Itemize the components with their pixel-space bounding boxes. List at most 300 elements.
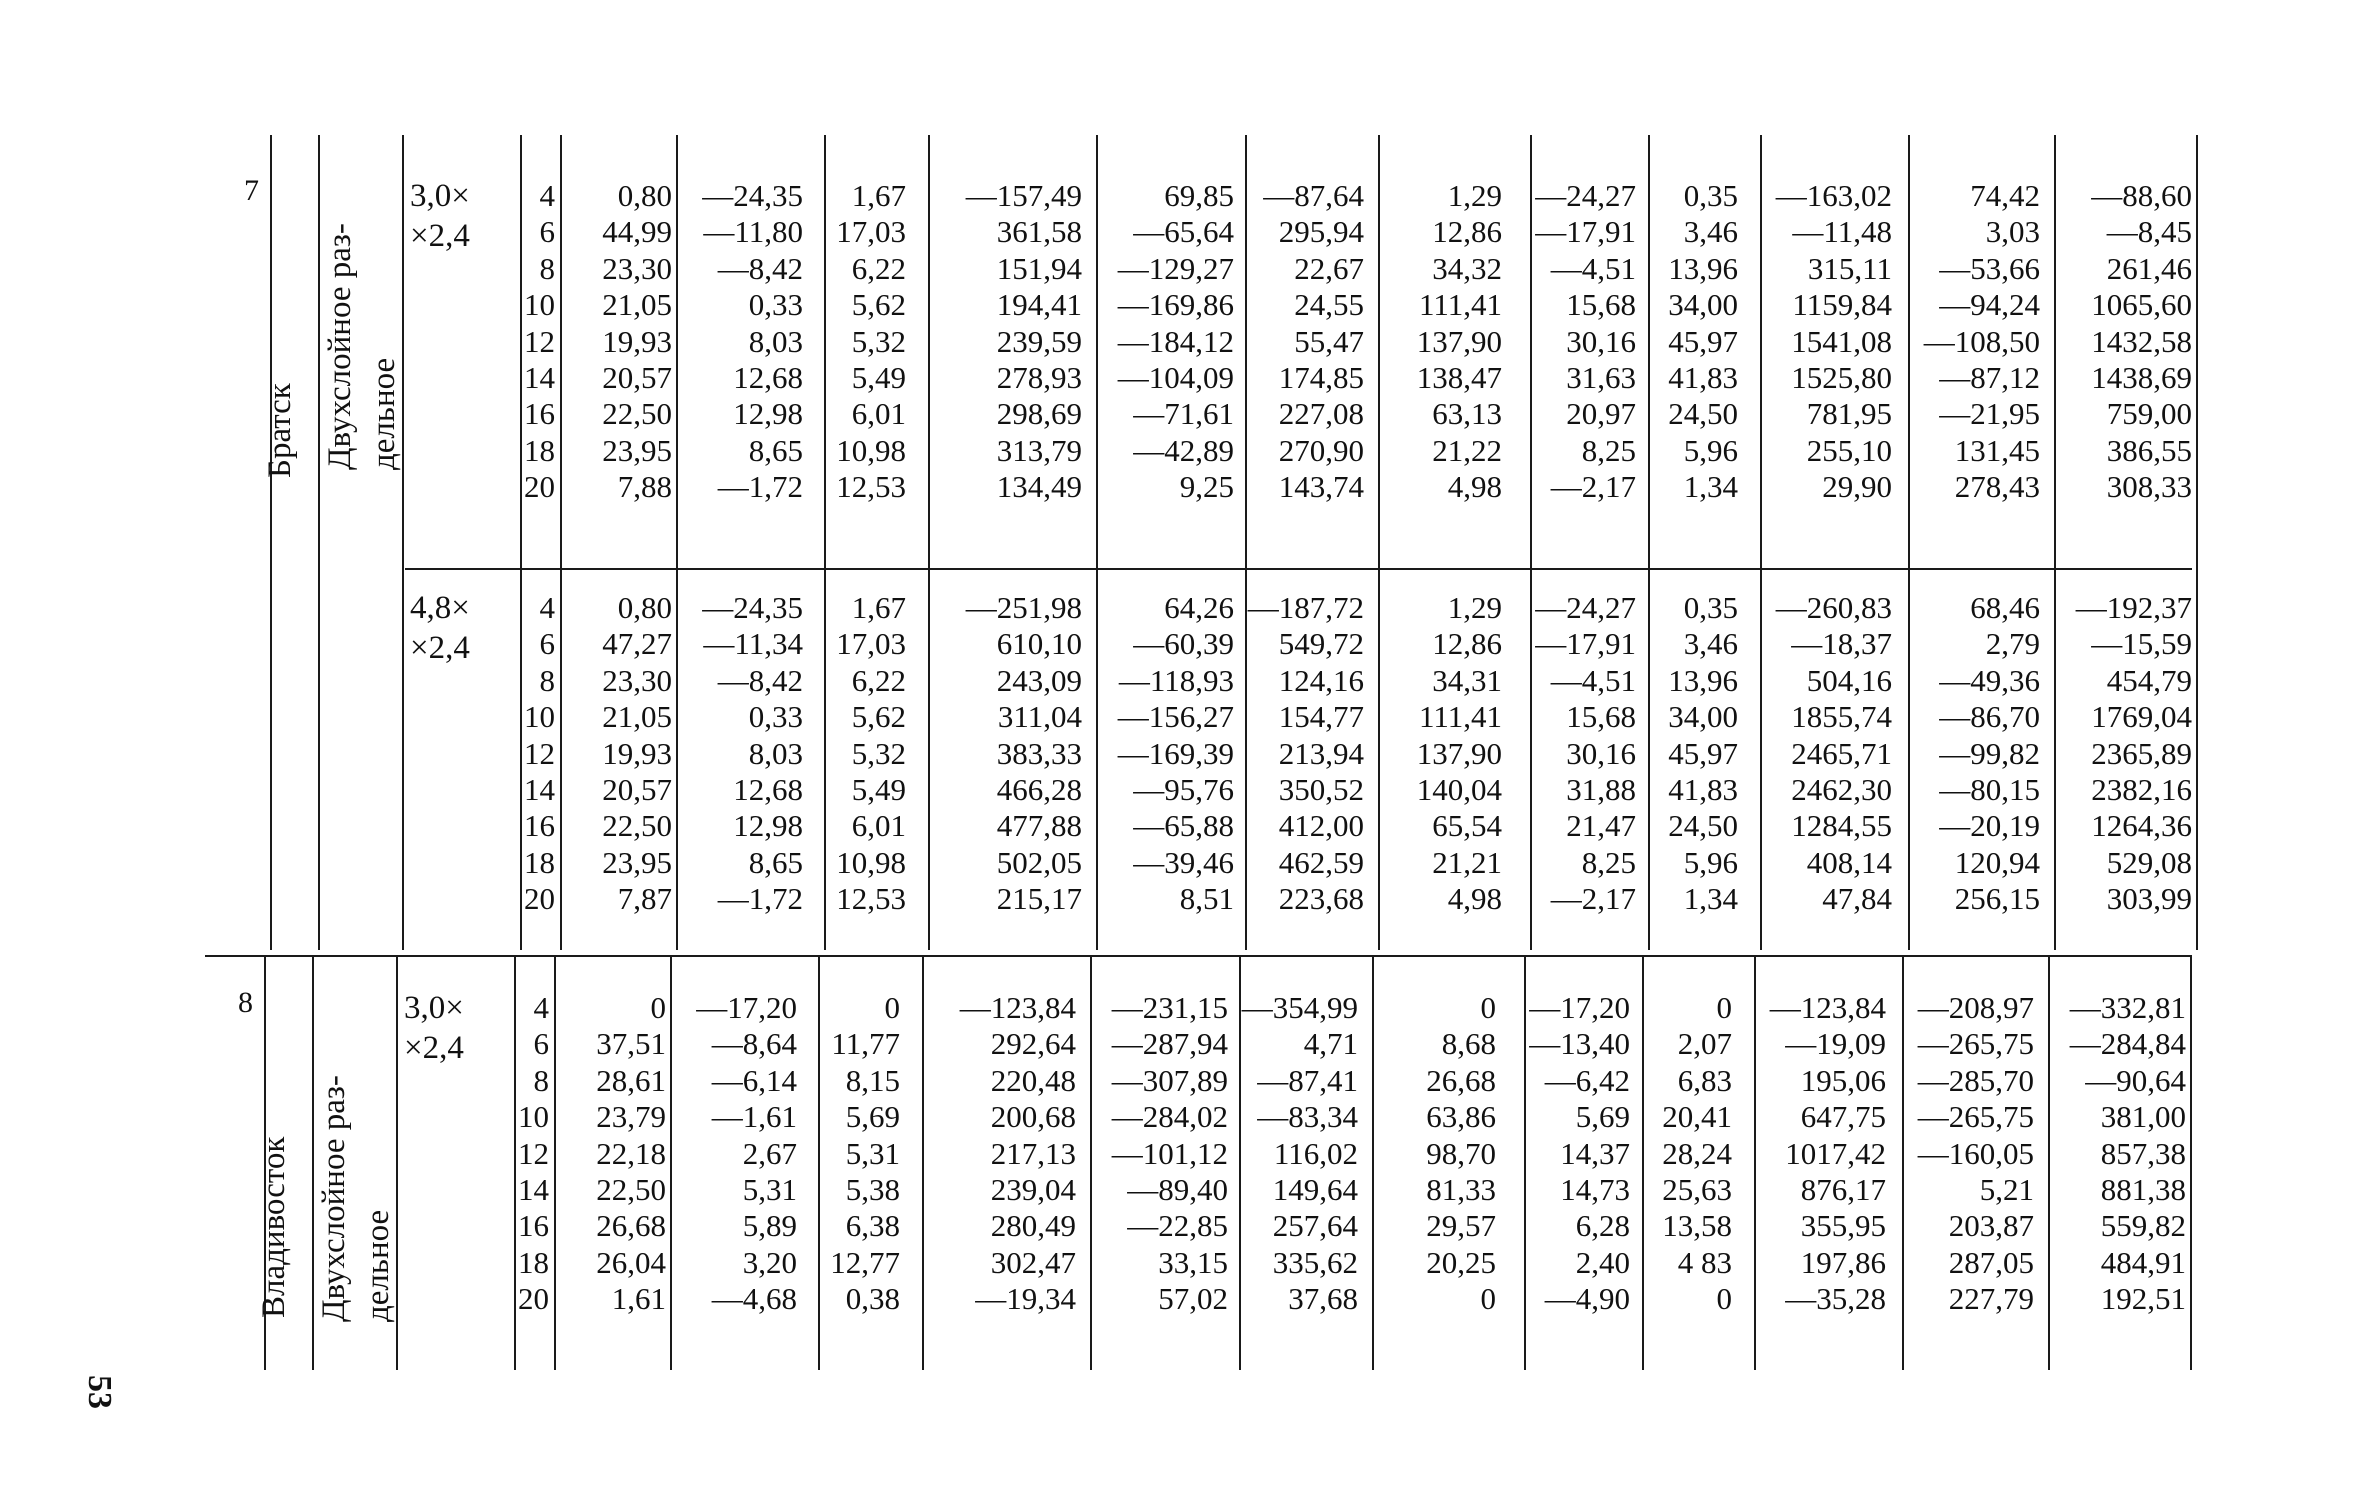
table-cell: 5,69 xyxy=(845,1099,900,1135)
table-cell: 195,06 xyxy=(1800,1062,1886,1098)
table-cell: 466,28 xyxy=(996,772,1082,807)
table-cell: 1,61 xyxy=(611,1281,666,1317)
table-cell: —49,36 xyxy=(1939,662,2040,698)
table-cell: 3,46 xyxy=(1683,214,1738,250)
table-cell: 213,94 xyxy=(1278,735,1364,771)
table-cell: 124,16 xyxy=(1278,662,1364,698)
table-cell: 257,64 xyxy=(1272,1208,1358,1244)
column-rule xyxy=(676,135,678,950)
table-cell: 1,67 xyxy=(851,590,906,625)
table-cell: 280,49 xyxy=(990,1208,1076,1244)
table-cell: 3,20 xyxy=(742,1244,797,1280)
table-cell: —307,89 xyxy=(1111,1062,1228,1098)
panel-size xyxy=(410,176,470,256)
table-cell: 2,07 xyxy=(1677,1026,1732,1062)
table-cell: 45,97 xyxy=(1668,323,1738,359)
table-cell: 47,84 xyxy=(1822,881,1892,917)
table-cell: 28,24 xyxy=(1662,1135,1732,1171)
table-cell: 454,79 xyxy=(2106,662,2192,698)
table-cell: 29,57 xyxy=(1426,1208,1496,1244)
table-cell: 1438,69 xyxy=(2091,360,2192,395)
table-cell: —13,40 xyxy=(1529,1026,1630,1062)
column-rule xyxy=(1902,955,1904,1370)
table-cell: 0,80 xyxy=(617,590,672,625)
table-cell: —88,60 xyxy=(2091,178,2192,213)
table-cell: 1525,80 xyxy=(1791,360,1892,395)
table-cell: 21,05 xyxy=(602,699,672,735)
column-rule xyxy=(1096,135,1098,950)
table-cell: 302,47 xyxy=(990,1244,1076,1280)
table-cell: 876,17 xyxy=(1800,1172,1886,1207)
table-cell: 2462,30 xyxy=(1791,772,1892,807)
table-cell: —24,27 xyxy=(1535,178,1636,213)
table-cell: 381,00 xyxy=(2100,1099,2186,1135)
table-cell: 41,83 xyxy=(1668,772,1738,807)
panel-size-line: ×2,4 xyxy=(410,218,470,254)
table-cell: 303,99 xyxy=(2106,881,2192,917)
table-cell: 15,68 xyxy=(1566,699,1636,735)
table-cell: —8,42 xyxy=(717,250,803,286)
table-cell: —129,27 xyxy=(1117,250,1234,286)
table-cell: —169,39 xyxy=(1117,735,1234,771)
table-cell: 98,70 xyxy=(1426,1135,1496,1171)
table-cell: 462,59 xyxy=(1278,844,1364,880)
table-cell: 5,96 xyxy=(1683,844,1738,880)
table-cell: 9,25 xyxy=(1179,469,1234,505)
table-cell: 29,90 xyxy=(1822,469,1892,505)
table-cell: 3,03 xyxy=(1985,214,2040,250)
table-cell: 857,38 xyxy=(2100,1135,2186,1171)
column-rule xyxy=(2196,135,2198,950)
column-rule xyxy=(560,135,562,950)
table-cell: 22,50 xyxy=(602,808,672,844)
table-cell: —24,27 xyxy=(1535,590,1636,625)
row-hour: 10 xyxy=(524,287,555,323)
column-rule xyxy=(670,955,672,1370)
table-cell: —187,72 xyxy=(1247,590,1364,625)
table-cell: 477,88 xyxy=(996,808,1082,844)
table-cell: —21,95 xyxy=(1939,396,2040,432)
table-cell: 69,85 xyxy=(1164,178,1234,213)
table-cell: 4,71 xyxy=(1303,1026,1358,1062)
table-cell: 23,79 xyxy=(596,1099,666,1135)
table-cell: 8,25 xyxy=(1581,844,1636,880)
table-cell: 227,79 xyxy=(1948,1281,2034,1317)
column-rule xyxy=(1378,135,1380,950)
table-cell: 215,17 xyxy=(996,881,1082,917)
table-cell: 1264,36 xyxy=(2091,808,2192,844)
table-cell: 7,88 xyxy=(617,469,672,505)
table-cell: 5,49 xyxy=(851,360,906,395)
table-cell: 21,21 xyxy=(1432,844,1502,880)
table-cell: 1065,60 xyxy=(2091,287,2192,323)
table-cell: 140,04 xyxy=(1416,772,1502,807)
table-cell: —11,48 xyxy=(1792,214,1892,250)
table-cell: —19,34 xyxy=(975,1281,1076,1317)
table-cell: 8,51 xyxy=(1179,881,1234,917)
table-cell: 12,53 xyxy=(836,881,906,917)
table-cell: —87,41 xyxy=(1257,1062,1358,1098)
table-cell: 28,61 xyxy=(596,1062,666,1098)
column-rule xyxy=(818,955,820,1370)
column-rule xyxy=(2054,135,2056,950)
table-cell: —157,49 xyxy=(965,178,1082,213)
table-cell: 0 xyxy=(1716,1281,1732,1317)
table-cell: 14,73 xyxy=(1560,1172,1630,1207)
table-cell: 2,40 xyxy=(1575,1244,1630,1280)
table-cell: 227,08 xyxy=(1278,396,1364,432)
row-hour: 14 xyxy=(524,360,555,395)
table-cell: —108,50 xyxy=(1923,323,2040,359)
column-rule xyxy=(554,955,556,1370)
table-cell: 120,94 xyxy=(1954,844,2040,880)
table-cell: 44,99 xyxy=(602,214,672,250)
table-cell: —87,12 xyxy=(1939,360,2040,395)
page-number: 53 xyxy=(81,1375,118,1409)
table-cell: 12,86 xyxy=(1432,214,1502,250)
table-cell: 220,48 xyxy=(990,1062,1076,1098)
table-cell: —284,02 xyxy=(1111,1099,1228,1135)
table-cell: —17,20 xyxy=(1529,990,1630,1025)
table-cell: —251,98 xyxy=(965,590,1082,625)
row-hour: 12 xyxy=(524,735,555,771)
table-cell: 12,77 xyxy=(830,1244,900,1280)
table-cell: 383,33 xyxy=(996,735,1082,771)
table-cell: 0 xyxy=(650,990,666,1025)
table-cell: 34,00 xyxy=(1668,699,1738,735)
panel-size-line: ×2,4 xyxy=(410,630,470,666)
table-cell: 0,33 xyxy=(748,287,803,323)
table-cell: 41,83 xyxy=(1668,360,1738,395)
row-hour: 10 xyxy=(524,699,555,735)
table-cell: —53,66 xyxy=(1939,250,2040,286)
table-cell: 20,25 xyxy=(1426,1244,1496,1280)
table-cell: 1284,55 xyxy=(1791,808,1892,844)
table-cell: 2465,71 xyxy=(1791,735,1892,771)
table-cell: —4,68 xyxy=(711,1281,797,1317)
table-cell: 12,98 xyxy=(733,396,803,432)
table-cell: 0,33 xyxy=(748,699,803,735)
table-cell: 292,64 xyxy=(990,1026,1076,1062)
table-cell: 151,94 xyxy=(996,250,1082,286)
table-cell: 2382,16 xyxy=(2091,772,2192,807)
table-cell: 64,26 xyxy=(1164,590,1234,625)
column-rule xyxy=(1530,135,1532,950)
row-hour: 6 xyxy=(539,626,555,662)
table-cell: 10,98 xyxy=(836,844,906,880)
table-cell: —104,09 xyxy=(1117,360,1234,395)
table-cell: 0,35 xyxy=(1683,590,1738,625)
column-rule xyxy=(1908,135,1910,950)
table-cell: 20,57 xyxy=(602,360,672,395)
construction-type-line: Двухслойное раз- xyxy=(322,223,358,470)
table-cell: 5,62 xyxy=(851,699,906,735)
table-cell: 8,25 xyxy=(1581,432,1636,468)
table-cell: 192,51 xyxy=(2100,1281,2186,1317)
table-cell: 311,04 xyxy=(997,699,1082,735)
table-cell: —65,64 xyxy=(1133,214,1234,250)
table-cell: 12,68 xyxy=(733,772,803,807)
table-cell: 2,67 xyxy=(742,1135,797,1171)
table-cell: 22,50 xyxy=(602,396,672,432)
table-cell: 1769,04 xyxy=(2091,699,2192,735)
table-cell: 239,59 xyxy=(996,323,1082,359)
table-cell: —86,70 xyxy=(1939,699,2040,735)
table-cell: 65,54 xyxy=(1432,808,1502,844)
table-cell: —95,76 xyxy=(1133,772,1234,807)
table-cell: 19,93 xyxy=(602,735,672,771)
table-cell: 0,80 xyxy=(617,178,672,213)
table-cell: —17,20 xyxy=(696,990,797,1025)
table-cell: —260,83 xyxy=(1775,590,1892,625)
table-cell: —231,15 xyxy=(1111,990,1228,1025)
table-cell: —17,91 xyxy=(1535,626,1636,662)
column-rule xyxy=(928,135,930,950)
column-rule xyxy=(2048,955,2050,1370)
table-cell: 74,42 xyxy=(1970,178,2040,213)
panel-size xyxy=(410,588,470,668)
row-hour: 16 xyxy=(518,1208,549,1244)
city-name: Братск xyxy=(262,383,298,478)
row-hour: 20 xyxy=(524,881,555,917)
row-separator xyxy=(405,568,2192,570)
row-hour: 16 xyxy=(524,808,555,844)
table-cell: 12,53 xyxy=(836,469,906,505)
table-cell: 5,49 xyxy=(851,772,906,807)
table-cell: 287,05 xyxy=(1948,1244,2034,1280)
column-rule xyxy=(1648,135,1650,950)
table-cell: 17,03 xyxy=(836,626,906,662)
row-hour: 10 xyxy=(518,1099,549,1135)
table-cell: —2,17 xyxy=(1550,469,1636,505)
table-cell: 408,14 xyxy=(1806,844,1892,880)
row-hour: 4 xyxy=(539,178,555,213)
table-cell: 23,30 xyxy=(602,662,672,698)
column-rule xyxy=(270,135,272,950)
table-cell: 21,05 xyxy=(602,287,672,323)
table-cell: 12,68 xyxy=(733,360,803,395)
table-cell: —118,93 xyxy=(1118,662,1234,698)
table-cell: 19,93 xyxy=(602,323,672,359)
table-cell: 24,50 xyxy=(1668,808,1738,844)
table-cell: —89,40 xyxy=(1127,1172,1228,1207)
table-cell: —90,64 xyxy=(2085,1062,2186,1098)
table-cell: 23,30 xyxy=(602,250,672,286)
table-cell: —24,35 xyxy=(702,590,803,625)
table-cell: 4 83 xyxy=(1677,1244,1732,1280)
table-cell: 243,09 xyxy=(996,662,1082,698)
row-hour: 18 xyxy=(524,844,555,880)
table-cell: —24,35 xyxy=(702,178,803,213)
table-cell: 1855,74 xyxy=(1791,699,1892,735)
row-hour: 8 xyxy=(539,662,555,698)
table-cell: —60,39 xyxy=(1133,626,1234,662)
table-cell: —11,34 xyxy=(703,626,803,662)
panel-size-line: ×2,4 xyxy=(404,1030,464,1066)
table-cell: 34,32 xyxy=(1432,250,1502,286)
table-cell: 1,67 xyxy=(851,178,906,213)
column-rule xyxy=(520,135,522,950)
table-cell: 174,85 xyxy=(1278,360,1364,395)
table-cell: 37,68 xyxy=(1288,1281,1358,1317)
table-cell: 313,79 xyxy=(996,432,1082,468)
table-cell: 255,10 xyxy=(1806,432,1892,468)
row-hour: 4 xyxy=(533,990,549,1025)
table-cell: 529,08 xyxy=(2106,844,2192,880)
table-cell: 134,49 xyxy=(996,469,1082,505)
row-hour: 18 xyxy=(524,432,555,468)
table-cell: 138,47 xyxy=(1416,360,1502,395)
table-cell: 10,98 xyxy=(836,432,906,468)
section-number: 7 xyxy=(244,174,259,207)
table-cell: —4,90 xyxy=(1544,1281,1630,1317)
column-rule xyxy=(1754,955,1756,1370)
table-cell: 217,13 xyxy=(990,1135,1076,1171)
table-cell: 1,29 xyxy=(1447,590,1502,625)
table-cell: —19,09 xyxy=(1785,1026,1886,1062)
table-cell: 5,32 xyxy=(851,323,906,359)
table-cell: 33,15 xyxy=(1158,1244,1228,1280)
table-cell: 1,34 xyxy=(1683,469,1738,505)
table-cell: 8,68 xyxy=(1441,1026,1496,1062)
table-cell: 21,47 xyxy=(1566,808,1636,844)
table-cell: —354,99 xyxy=(1241,990,1358,1025)
table-cell: 355,95 xyxy=(1800,1208,1886,1244)
table-cell: —11,80 xyxy=(703,214,803,250)
table-cell: —163,02 xyxy=(1775,178,1892,213)
table-cell: 81,33 xyxy=(1426,1172,1496,1207)
table-cell: 3,46 xyxy=(1683,626,1738,662)
table-cell: 111,41 xyxy=(1419,287,1502,323)
table-cell: 0 xyxy=(1716,990,1732,1025)
column-rule xyxy=(1090,955,1092,1370)
table-cell: —101,12 xyxy=(1111,1135,1228,1171)
table-cell: —1,72 xyxy=(717,881,803,917)
table-cell: 197,86 xyxy=(1800,1244,1886,1280)
table-cell: 5,89 xyxy=(742,1208,797,1244)
table-cell: 350,52 xyxy=(1278,772,1364,807)
panel-size-line: 3,0× xyxy=(404,990,464,1026)
table-cell: 759,00 xyxy=(2106,396,2192,432)
table-cell: —39,46 xyxy=(1133,844,1234,880)
table-cell: 412,00 xyxy=(1278,808,1364,844)
table-cell: 1432,58 xyxy=(2091,323,2192,359)
table-cell: 131,45 xyxy=(1954,432,2040,468)
panel-size-line: 4,8× xyxy=(410,590,470,626)
table-cell: 23,95 xyxy=(602,844,672,880)
table-cell: 256,15 xyxy=(1954,881,2040,917)
table-cell: 484,91 xyxy=(2100,1244,2186,1280)
table-cell: 20,41 xyxy=(1662,1099,1732,1135)
column-rule xyxy=(514,955,516,1370)
table-cell: 30,16 xyxy=(1566,323,1636,359)
table-cell: 24,55 xyxy=(1294,287,1364,323)
table-cell: —80,15 xyxy=(1939,772,2040,807)
row-hour: 18 xyxy=(518,1244,549,1280)
construction-type-line: Двухслойное раз- xyxy=(316,1075,352,1322)
table-cell: 149,64 xyxy=(1272,1172,1358,1207)
table-cell: 1017,42 xyxy=(1785,1135,1886,1171)
city-name: Владивосток xyxy=(256,1136,292,1318)
table-cell: —17,91 xyxy=(1535,214,1636,250)
table-cell: 0,35 xyxy=(1683,178,1738,213)
table-cell: 278,93 xyxy=(996,360,1082,395)
table-cell: 8,03 xyxy=(748,323,803,359)
column-rule xyxy=(922,955,924,1370)
table-cell: 335,62 xyxy=(1272,1244,1358,1280)
table-cell: —6,14 xyxy=(711,1062,797,1098)
table-cell: 361,58 xyxy=(996,214,1082,250)
table-cell: —87,64 xyxy=(1263,178,1364,213)
table-cell: 647,75 xyxy=(1800,1099,1886,1135)
table-cell: 111,41 xyxy=(1419,699,1502,735)
table-cell: —83,34 xyxy=(1257,1099,1358,1135)
row-hour: 12 xyxy=(518,1135,549,1171)
table-cell: 8,65 xyxy=(748,844,803,880)
table-cell: 781,95 xyxy=(1806,396,1892,432)
table-cell: —265,75 xyxy=(1917,1099,2034,1135)
table-cell: 23,95 xyxy=(602,432,672,468)
row-hour: 6 xyxy=(539,214,555,250)
construction-type-line: дельное xyxy=(360,1209,396,1322)
table-cell: 13,96 xyxy=(1668,250,1738,286)
table-cell: 11,77 xyxy=(831,1026,900,1062)
table-cell: 881,38 xyxy=(2100,1172,2186,1207)
table-cell: 6,28 xyxy=(1575,1208,1630,1244)
table-cell: 1159,84 xyxy=(1792,287,1892,323)
table-cell: —169,86 xyxy=(1117,287,1234,323)
table-cell: 31,88 xyxy=(1566,772,1636,807)
table-cell: —208,97 xyxy=(1917,990,2034,1025)
table-cell: 25,63 xyxy=(1662,1172,1732,1207)
table-cell: 5,69 xyxy=(1575,1099,1630,1135)
table-cell: —123,84 xyxy=(959,990,1076,1025)
row-hour: 20 xyxy=(524,469,555,505)
table-cell: 502,05 xyxy=(996,844,1082,880)
table-cell: 203,87 xyxy=(1948,1208,2034,1244)
table-cell: —22,85 xyxy=(1127,1208,1228,1244)
column-rule xyxy=(1524,955,1526,1370)
row-hour: 4 xyxy=(539,590,555,625)
column-rule xyxy=(1642,955,1644,1370)
column-rule xyxy=(1760,135,1762,950)
table-cell: 12,86 xyxy=(1432,626,1502,662)
table-cell: 26,68 xyxy=(1426,1062,1496,1098)
table-cell: —184,12 xyxy=(1117,323,1234,359)
table-cell: 24,50 xyxy=(1668,396,1738,432)
table-cell: 137,90 xyxy=(1416,735,1502,771)
row-hour: 14 xyxy=(524,772,555,807)
table-cell: 4,98 xyxy=(1447,469,1502,505)
table-cell: 1541,08 xyxy=(1791,323,1892,359)
table-cell: 1,29 xyxy=(1447,178,1502,213)
table-cell: 270,90 xyxy=(1278,432,1364,468)
table-cell: —71,61 xyxy=(1133,396,1234,432)
table-cell: 37,51 xyxy=(596,1026,666,1062)
row-hour: 16 xyxy=(524,396,555,432)
table-cell: 143,74 xyxy=(1278,469,1364,505)
table-cell: 6,22 xyxy=(851,662,906,698)
table-cell: 55,47 xyxy=(1294,323,1364,359)
row-hour: 12 xyxy=(524,323,555,359)
table-cell: 0 xyxy=(1480,990,1496,1025)
row-hour: 20 xyxy=(518,1281,549,1317)
table-cell: 0 xyxy=(884,990,900,1025)
row-hour: 6 xyxy=(533,1026,549,1062)
table-cell: 17,03 xyxy=(836,214,906,250)
table-cell: 57,02 xyxy=(1158,1281,1228,1317)
table-cell: 22,50 xyxy=(596,1172,666,1207)
